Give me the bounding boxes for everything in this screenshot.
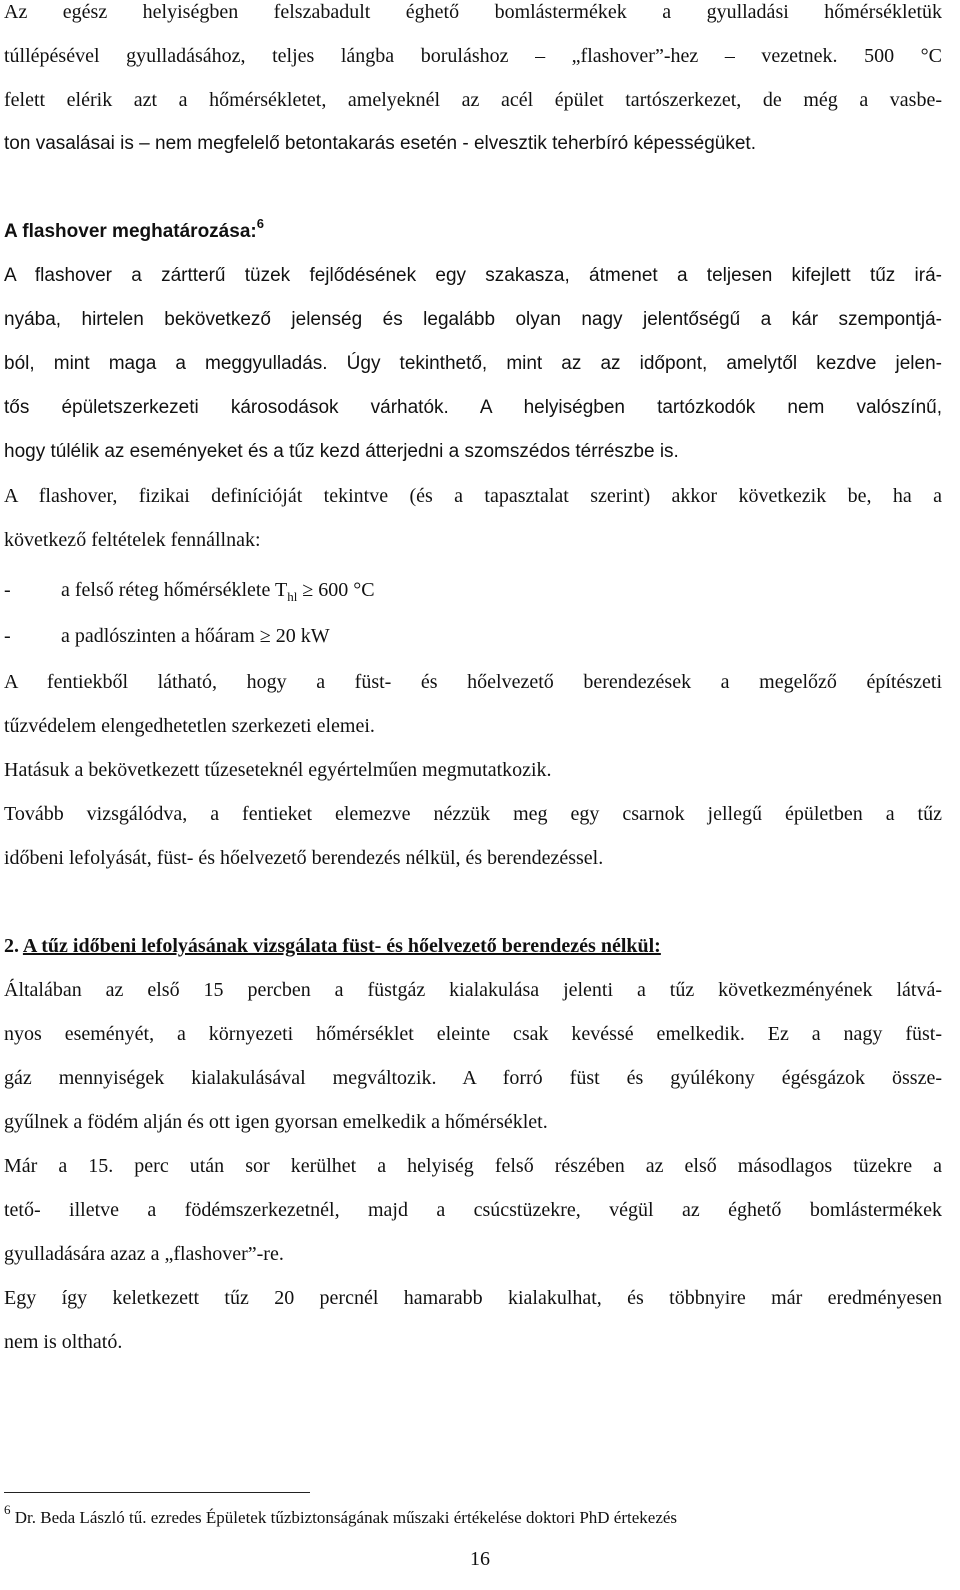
paragraph-line: túllépésével gyulladásához, teljes lángba boruláshoz – „flashover”-hez – vezetnek. 500 °C	[4, 45, 942, 67]
paragraph-line: hogy túlélik az eseményeket és a tűz kezd átterjedni a szomszédos térrészbe is.	[4, 441, 679, 462]
paragraph-line: A flashover, fizikai definícióját tekintve (és a tapasztalat szerint) akkor következik be, ha a	[4, 485, 942, 507]
condition-item: - a padlószinten a hőáram ≥ 20 kW	[4, 625, 330, 647]
paragraph-line: Az egész helyiségben felszabadult éghető bomlástermékek a gyulladási hőmérsékletük	[4, 1, 942, 23]
condition-item: - a felső réteg hőmérséklete $T_{hl} \ge 600$ °C	[4, 579, 375, 604]
footnote: $^6$ Dr. Beda László tű. ezredes Épületek tűzbiztonságának műszaki értékelése doktori PhD értekezés	[4, 1502, 678, 1527]
paragraph-line: Általában az első 15 percben a füstgáz kialakulása jelenti a tűz következményének látvá-	[4, 979, 942, 1001]
paragraph-line: következő feltételek fennállnak:	[4, 529, 261, 551]
paragraph-line: nyába, hirtelen bekövetkező jelenség és legalább olyan nagy jelentőségű a kár szempontjá-	[4, 309, 942, 330]
section-heading: A flashover meghatározása:$^6$	[4, 215, 264, 242]
paragraph-line: A flashover a zártterű tüzek fejlődésének egy szakasza, átmenet a teljesen kifejlett tűz irá-	[4, 265, 942, 286]
paragraph-line: időbeni lefolyását, füst- és hőelvezető berendezés nélkül, és berendezéssel.	[4, 847, 604, 869]
paragraph-line: tűzvédelem elengedhetetlen szerkezeti elemei.	[4, 715, 375, 737]
paragraph-line: Hatásuk a bekövetkezett tűzeseteknél egyértelműen megmutatkozik.	[4, 759, 552, 781]
section-heading-numbered: 2. A tűz időbeni lefolyásának vizsgálata füst- és hőelvezető berendezés nélkül:	[4, 935, 661, 957]
paragraph-line: Már a 15. perc után sor kerülhet a helyiség felső részében az első másodlagos tüzekre a	[4, 1155, 942, 1177]
paragraph-line: tető- illetve a födémszerkezetnél, majd a csúcstüzekre, végül az éghető bomlástermékek	[4, 1199, 942, 1221]
paragraph-line: Tovább vizsgálódva, a fentieket elemezve nézzük meg egy csarnok jellegű épületben a tűz	[4, 803, 942, 825]
paragraph-line: nem is oltható.	[4, 1331, 123, 1353]
paragraph-line: ból, mint maga a meggyulladás. Úgy tekinthető, mint az az időpont, amelytől kezdve jelen-	[4, 353, 942, 374]
footnote-ref: 6	[256, 215, 264, 231]
paragraph-line: tős épületszerkezeti károsodások várhatók. A helyiségben tartózkodók nem valószínű,	[4, 397, 942, 418]
paragraph-line: felett elérik azt a hőmérsékletet, amelyeknél az acél épület tartószerkezet, de még a vasbe-	[4, 89, 942, 111]
paragraph-line: gyulladására azaz a „flashover”-re.	[4, 1243, 284, 1265]
paragraph-line: A fentiekből látható, hogy a füst- és hőelvezető berendezések a megelőző építészeti	[4, 671, 942, 693]
footnote-divider	[4, 1492, 310, 1493]
paragraph-line: nyos eseményét, a környezeti hőmérséklet eleinte csak kevéssé emelkedik. Ez a nagy füst-	[4, 1023, 942, 1045]
paragraph-line: ton vasalásai is – nem megfelelő betontakarás esetén - elvesztik teherbíró képességüket.	[4, 133, 756, 154]
paragraph-line: Egy így keletkezett tűz 20 percnél hamarabb kialakulhat, és többnyire már eredményesen	[4, 1287, 942, 1309]
page-number: 16	[470, 1548, 490, 1570]
paragraph-line: gáz mennyiségek kialakulásával megváltozik. A forró füst és gyúlékony égésgázok össze-	[4, 1067, 942, 1089]
paragraph-line: gyűlnek a födém alján és ott igen gyorsan emelkedik a hőmérséklet.	[4, 1111, 548, 1133]
